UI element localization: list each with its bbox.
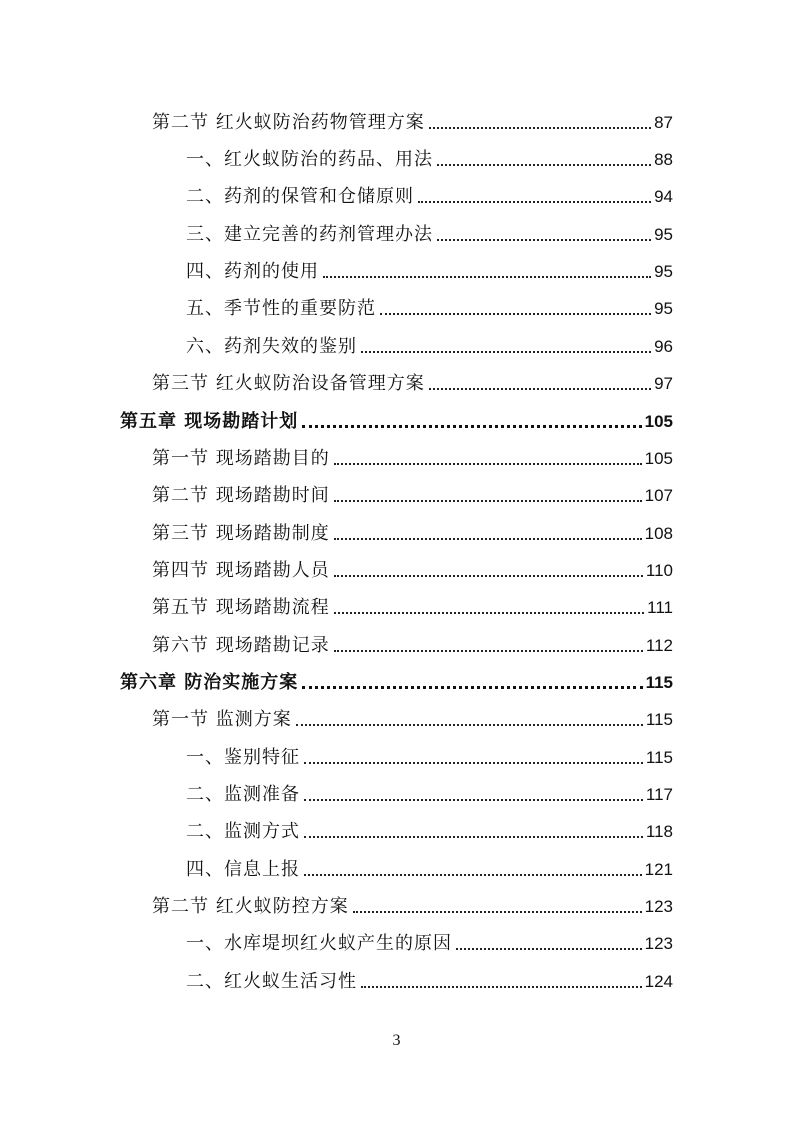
toc-entry-title: 第二节 红火蚁防控方案 <box>152 896 349 917</box>
toc-entry-page: 95 <box>654 225 673 244</box>
toc-leader-dots <box>304 761 643 764</box>
toc-leader-dots <box>334 537 642 540</box>
toc-entry-title: 一、鉴别特征 <box>186 747 300 768</box>
toc-entry[interactable] <box>152 515 673 545</box>
toc-entry[interactable] <box>152 440 673 470</box>
toc-entry[interactable] <box>186 925 673 955</box>
toc-entry-page: 95 <box>654 262 673 281</box>
toc-entry[interactable] <box>186 290 673 320</box>
toc-leader-dots <box>296 723 643 726</box>
toc-chapter-entry[interactable] <box>120 403 673 433</box>
page-number: 3 <box>392 1032 401 1049</box>
toc-entry-title: 第四节 现场踏勘人员 <box>152 560 330 581</box>
toc-entry-page: 123 <box>644 897 673 916</box>
toc-entry-page: 121 <box>644 860 673 879</box>
toc-entry-page: 123 <box>644 934 673 953</box>
toc-leader-dots <box>429 387 651 390</box>
toc-entry[interactable] <box>152 888 673 918</box>
toc-leader-dots <box>323 275 651 278</box>
toc-entry[interactable] <box>152 627 673 657</box>
toc-entry-page: 94 <box>654 187 673 206</box>
toc-entry-title: 第六节 现场踏勘记录 <box>152 635 330 656</box>
toc-leader-dots <box>437 238 651 241</box>
toc-leader-dots <box>302 685 642 689</box>
toc-chapter-page: 105 <box>644 412 673 431</box>
toc-entry-page: 117 <box>645 785 673 804</box>
toc-leader-dots <box>429 126 651 129</box>
toc-leader-dots <box>304 873 642 876</box>
toc-entry-page: 88 <box>654 150 673 169</box>
toc-entry[interactable] <box>186 178 673 208</box>
toc-entry[interactable] <box>186 141 673 171</box>
toc-entry-title: 第二节 红火蚁防治药物管理方案 <box>152 112 425 133</box>
toc-entry[interactable] <box>152 104 673 134</box>
toc-entry-title: 第二节 现场踏勘时间 <box>152 485 330 506</box>
toc-entry[interactable] <box>152 701 673 731</box>
toc-leader-dots <box>304 835 643 838</box>
toc-entry-page: 97 <box>654 374 673 393</box>
toc-entry-page: 112 <box>645 636 673 655</box>
toc-entry-title: 二、监测准备 <box>186 784 300 805</box>
toc-entry-page: 96 <box>654 337 673 356</box>
toc-chapter-page: 115 <box>645 673 673 692</box>
toc-entry[interactable] <box>186 851 673 881</box>
toc-entry[interactable] <box>152 365 673 395</box>
toc-entry-page: 105 <box>644 449 673 468</box>
toc-leader-dots <box>334 462 642 465</box>
toc-entry-title: 一、红火蚁防治的药品、用法 <box>186 149 433 170</box>
toc-entry-title: 六、药剂失效的鉴别 <box>186 336 357 357</box>
toc-entry-title: 三、建立完善的药剂管理办法 <box>186 224 433 245</box>
toc-entry[interactable] <box>186 328 673 358</box>
toc-leader-dots <box>334 499 642 502</box>
toc-entry[interactable] <box>186 963 673 993</box>
toc-leader-dots <box>418 200 651 203</box>
toc-leader-dots <box>437 163 651 166</box>
toc-leader-dots <box>334 611 644 614</box>
toc-entry-title: 二、监测方式 <box>186 821 300 842</box>
toc-entry-page: 115 <box>645 748 673 767</box>
toc-leader-dots <box>302 424 641 428</box>
toc-chapter-title: 第六章 防治实施方案 <box>120 672 299 693</box>
toc-entry-page: 107 <box>644 486 673 505</box>
toc-leader-dots <box>361 985 642 988</box>
toc-entry-title: 第一节 现场踏勘目的 <box>152 448 330 469</box>
toc-entry[interactable] <box>186 216 673 246</box>
toc-entry-title: 五、季节性的重要防范 <box>186 298 376 319</box>
toc-entry-title: 第三节 现场踏勘制度 <box>152 523 330 544</box>
toc-entry-title: 二、红火蚁生活习性 <box>186 971 357 992</box>
toc-entry-title: 二、药剂的保管和仓储原则 <box>186 186 414 207</box>
toc-chapter-title: 第五章 现场勘踏计划 <box>120 411 299 432</box>
toc-entry-page: 110 <box>645 561 673 580</box>
toc-leader-dots <box>380 312 651 315</box>
toc-entry-page: 95 <box>654 299 673 318</box>
toc-entry-page: 108 <box>644 524 673 543</box>
toc-leader-dots <box>334 574 643 577</box>
toc-chapter-entry[interactable] <box>120 664 673 694</box>
toc-entry[interactable] <box>186 813 673 843</box>
toc-entry-page: 87 <box>654 113 673 132</box>
toc-entry-page: 111 <box>647 598 673 617</box>
toc-entry-page: 115 <box>645 710 673 729</box>
toc-entry[interactable] <box>152 552 673 582</box>
toc-entry[interactable] <box>186 253 673 283</box>
toc-leader-dots <box>361 350 651 353</box>
toc-entry[interactable] <box>152 589 673 619</box>
toc-leader-dots <box>304 798 643 801</box>
toc-entry-title: 四、药剂的使用 <box>186 261 319 282</box>
toc-entry-title: 第一节 监测方案 <box>152 709 292 730</box>
toc-entry[interactable] <box>186 776 673 806</box>
toc-entry-page: 118 <box>645 822 673 841</box>
toc-entry-title: 第五节 现场踏勘流程 <box>152 597 330 618</box>
toc-entry[interactable] <box>152 477 673 507</box>
toc-entry-page: 124 <box>644 972 673 991</box>
toc-entry-title: 一、水库堤坝红火蚁产生的原因 <box>186 933 452 954</box>
toc-entry-title: 四、信息上报 <box>186 859 300 880</box>
toc-leader-dots <box>334 649 643 652</box>
toc-entry-title: 第三节 红火蚁防治设备管理方案 <box>152 373 425 394</box>
toc-leader-dots <box>456 947 642 950</box>
toc-leader-dots <box>353 910 642 913</box>
toc-entry[interactable] <box>186 739 673 769</box>
